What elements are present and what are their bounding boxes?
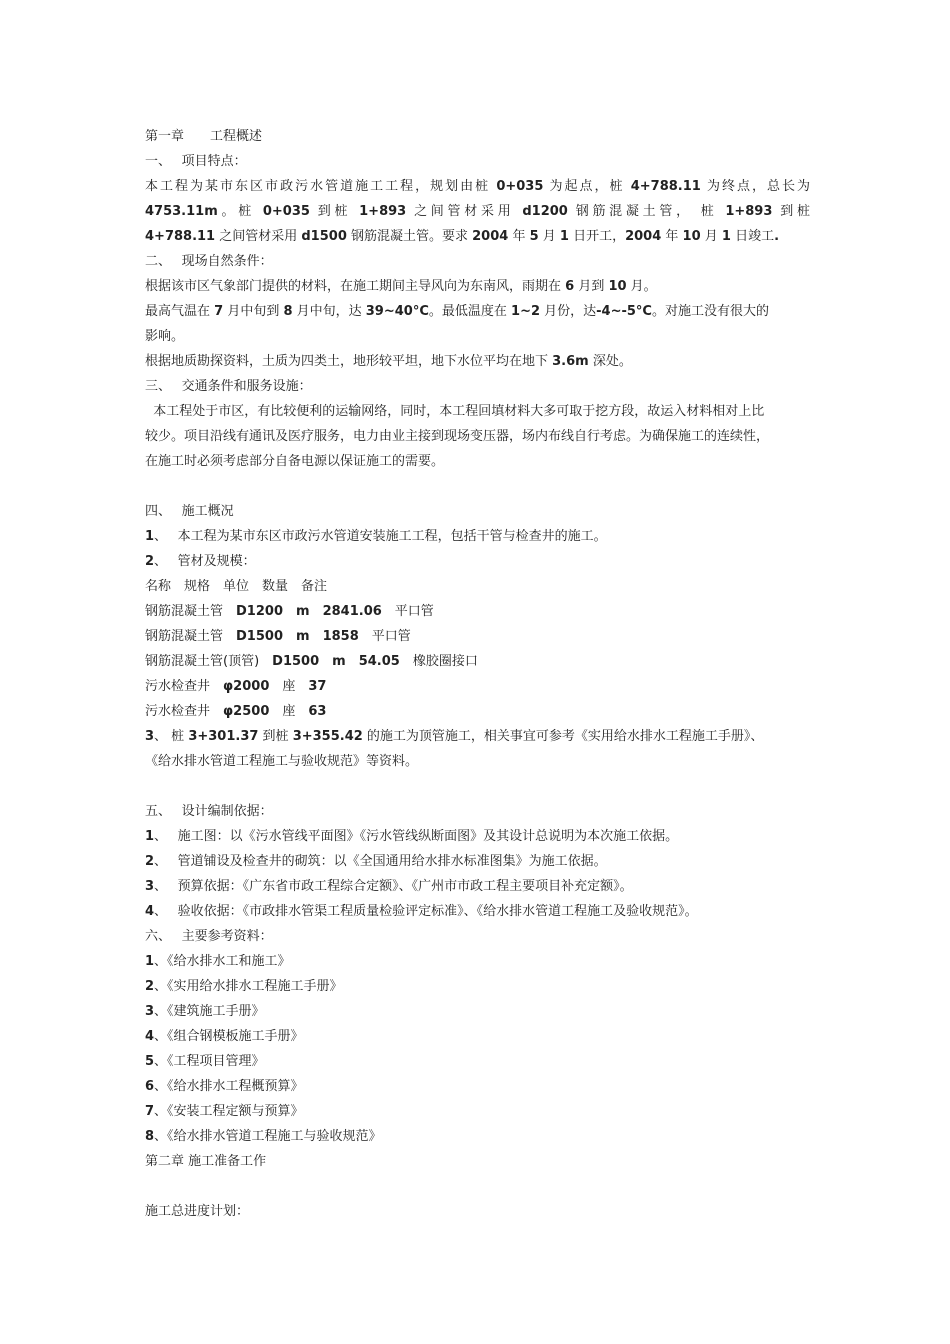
reference-item: 5、《工程项目管理》	[145, 1054, 265, 1069]
section-heading: 一、 项目特点：	[145, 154, 247, 169]
table-row: 钢筋混凝土管 D1500 m 1858 平口管	[145, 629, 411, 644]
table-row: 污水检查井 φ2000 座 37	[145, 679, 327, 694]
list-item: 3、 桩 3+301.37 到桩 3+355.42 的施工为顶管施工，相关事宜可参考《实用给水排水工程施工手册》、	[145, 729, 764, 744]
blank-line	[145, 774, 810, 799]
paragraph-line: 较少。项目沿线有通讯及医疗服务，电力由业主接到现场变压器，场内布线自行考虑。为确保施工的连续性，	[145, 429, 770, 444]
table-row: 钢筋混凝土管(顶管) D1500 m 54.05 橡胶圈接口	[145, 654, 478, 669]
section-heading: 三、 交通条件和服务设施：	[145, 379, 312, 394]
paragraph-line: 根据该市区气象部门提供的材料，在施工期间主导风向为东南风，雨期在 6 月到 10 月。	[145, 279, 657, 294]
paragraph-line: 施工总进度计划：	[145, 1204, 250, 1219]
table-row: 污水检查井 φ2500 座 63	[145, 704, 327, 719]
chapter-1-title: 第一章 工程概述	[145, 129, 263, 144]
document-body	[145, 124, 810, 1224]
paragraph-line: 《给水排水管道工程施工与验收规范》等资料。	[145, 754, 419, 769]
blank-line	[145, 474, 810, 499]
reference-item: 6、《给水排水工程概预算》	[145, 1079, 304, 1094]
table-row: 钢筋混凝土管 D1200 m 2841.06 平口管	[145, 604, 434, 619]
reference-item: 8、《给水排水管道工程施工与验收规范》	[145, 1129, 382, 1144]
list-item: 1、 施工图：以《污水管线平面图》《污水管线纵断面图》及其设计总说明为本次施工依据。	[145, 829, 679, 844]
reference-item: 7、《安装工程定额与预算》	[145, 1104, 304, 1119]
section-heading: 六、 主要参考资料：	[145, 929, 273, 944]
paragraph-line: 本工程处于市区，有比较便利的运输网络，同时，本工程回填材料大多可取于挖方段，故运入材料相对上比	[145, 404, 765, 419]
section-heading: 四、 施工概况	[145, 504, 234, 519]
reference-item: 2、《实用给水排水工程施工手册》	[145, 979, 343, 994]
list-item: 2、 管道铺设及检查井的砌筑：以《全国通用给水排水标准图集》为施工依据。	[145, 854, 607, 869]
list-item: 2、 管材及规模：	[145, 554, 256, 569]
list-item: 4、 验收依据：《市政排水管渠工程质量检验评定标准》、《给水排水管道工程施工及验收规范》。	[145, 904, 698, 919]
paragraph-line: 4753.11m。桩 0+035 到桩 1+893 之间管材采用 d1200 钢筋混凝土管， 桩 1+893 到桩	[145, 204, 811, 219]
paragraph-line: 在施工时必须考虑部分自备电源以保证施工的需要。	[145, 454, 445, 469]
paragraph-line: 本工程为某市东区市政污水管道施工工程，规划由桩 0+035 为起点，桩 4+788.11 为终点，总长为	[145, 179, 811, 194]
paragraph-line: 根据地质勘探资料，土质为四类土，地形较平坦，地下水位平均在地下 3.6m 深处。	[145, 354, 632, 369]
paragraph-line: 影响。	[145, 329, 185, 344]
reference-item: 3、《建筑施工手册》	[145, 1004, 265, 1019]
list-item: 1、 本工程为某市东区市政污水管道安装施工工程，包括干管与检查井的施工。	[145, 529, 607, 544]
paragraph-line: 最高气温在 7 月中旬到 8 月中旬，达 39~40°C。最低温度在 1~2 月份，达-4~-5°C。对施工没有很大的	[145, 304, 769, 319]
reference-item: 1、《给水排水工和施工》	[145, 954, 291, 969]
paragraph-line: 4+788.11 之间管材采用 d1500 钢筋混凝土管。要求 2004 年 5 月 1 日开工，2004 年 10 月 1 日竣工.	[145, 229, 780, 244]
reference-item: 4、《组合钢模板施工手册》	[145, 1029, 304, 1044]
section-heading: 五、 设计编制依据：	[145, 804, 273, 819]
list-item: 3、 预算依据：《广东省市政工程综合定额》、《广州市市政工程主要项目补充定额》。	[145, 879, 633, 894]
blank-line	[145, 1174, 810, 1199]
chapter-2-title: 第二章 施工准备工作	[145, 1154, 267, 1169]
section-heading: 二、 现场自然条件：	[145, 254, 273, 269]
table-header: 名称 规格 单位 数量 备注	[145, 579, 328, 594]
